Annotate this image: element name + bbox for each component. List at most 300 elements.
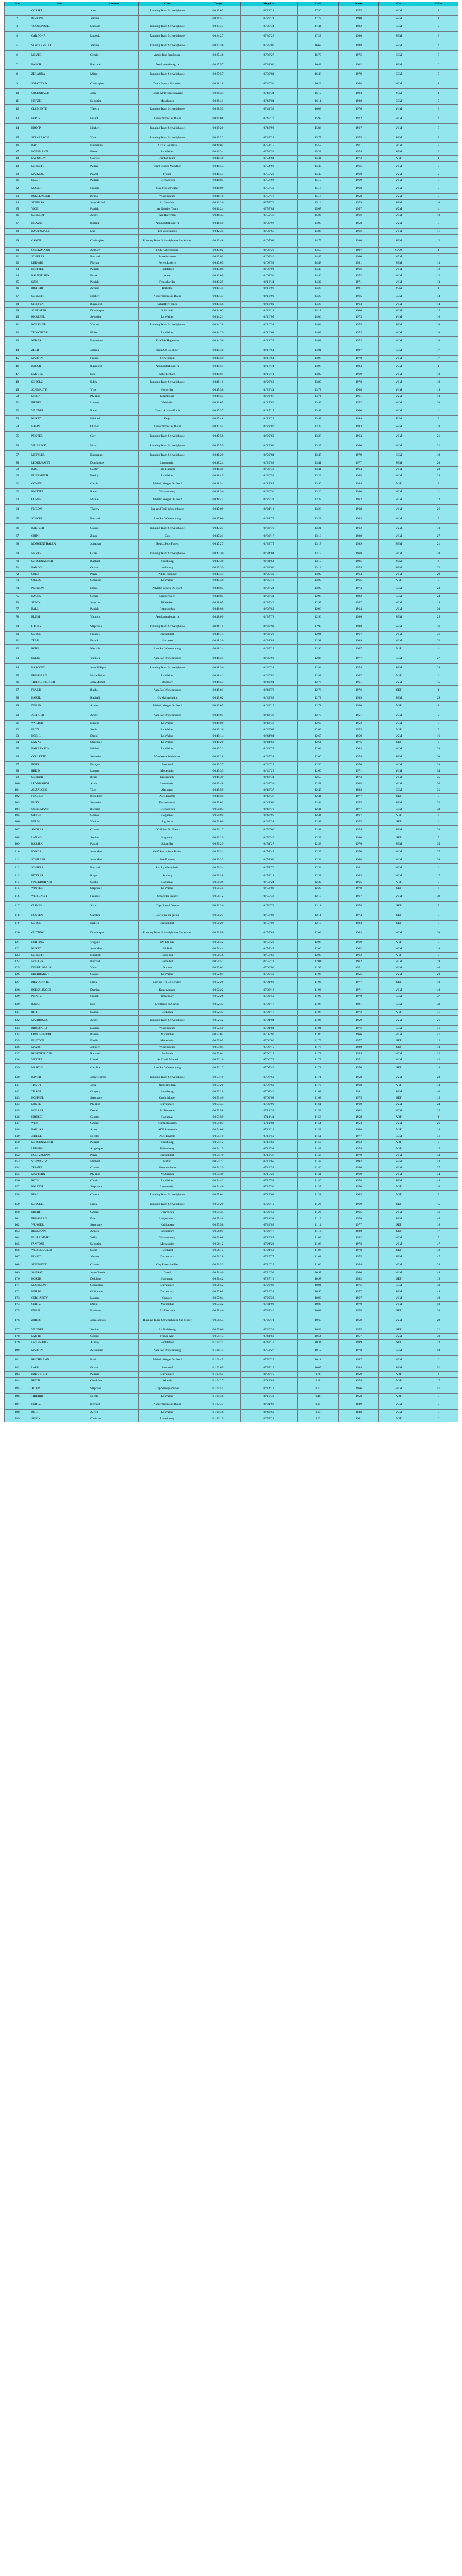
cell-birth-year: 1962 (339, 60, 379, 70)
cell-pace: 04'12"96 (241, 286, 298, 292)
cell-rank: 80 (5, 632, 30, 638)
cell-category: SEM (379, 654, 419, 664)
table-row (5, 565, 458, 572)
cell-rank: 164 (5, 1235, 30, 1241)
cell-birth-year: 1967 (339, 645, 379, 654)
cell-rank: 187 (5, 1400, 30, 1410)
cell-category: V3F (379, 702, 419, 711)
cell-first-name: Patrick (89, 279, 139, 286)
cell-category-rank: 1 (419, 79, 458, 89)
cell-speed: 16.11 (298, 98, 339, 105)
cell-category-rank: 3 (419, 1191, 458, 1200)
cell-first-name: Jean Luc (89, 600, 139, 606)
cell-club: Wissembourg (139, 194, 196, 200)
cell-club: L'officine du gueux (139, 911, 196, 921)
cell-first-name: Sonia (89, 727, 139, 733)
cell-last-name: TREGER (30, 1165, 89, 1172)
table-row (5, 362, 458, 371)
cell-speed: 12.34 (298, 864, 339, 873)
cell-last-name: GOMEZ (30, 495, 89, 505)
cell-last-name: SPECK (30, 1416, 89, 1422)
cell-birth-year: 1982 (339, 22, 379, 32)
cell-rank: 21 (5, 178, 30, 184)
cell-pace: 04'42"78 (241, 686, 298, 695)
table-row (5, 194, 458, 200)
cell-time: 00:47:44 (196, 572, 241, 578)
cell-rank: 56 (5, 441, 30, 451)
cell-club: La Walder (139, 1410, 196, 1416)
cell-birth-year: 1952 (339, 721, 379, 727)
cell-pace: 04'44"04 (241, 733, 298, 740)
cell-speed: 15.77 (298, 133, 339, 143)
cell-first-name: Patricia (89, 1372, 139, 1378)
cell-birth-year: 1974 (339, 826, 379, 835)
cell-rank: 154 (5, 1165, 30, 1172)
cell-last-name: STEPHAN (30, 200, 89, 206)
cell-category: V1M (379, 114, 419, 124)
cell-speed: 13.28 (298, 505, 339, 514)
cell-category: SEM (379, 664, 419, 673)
cell-pace: 05'07"69 (241, 1083, 298, 1089)
cell-time: 00:42:35 (196, 229, 241, 235)
cell-speed: 12.60 (298, 752, 339, 762)
cell-club: Cap Liberté Dessin (139, 902, 196, 911)
cell-category: V1M (379, 533, 419, 540)
cell-first-name: Franck (89, 114, 139, 124)
cell-speed: 12.51 (298, 781, 339, 787)
cell-club: Cog Froeschwiller (139, 184, 196, 194)
cell-pace: 05'00"40 (241, 972, 298, 978)
cell-speed: 12.18 (298, 892, 339, 902)
header-row (5, 2, 458, 6)
cell-pace: 04'59"73 (241, 959, 298, 965)
cell-rank: 165 (5, 1241, 30, 1248)
cell-rank: 35 (5, 279, 30, 286)
cell-rank: 58 (5, 460, 30, 467)
cell-time: 00:47:59 (196, 441, 241, 451)
cell-pace: 03'38"81 (241, 70, 298, 79)
cell-category: SEF (379, 794, 419, 800)
cell-category: SEF (379, 1229, 419, 1235)
cell-category-rank: 29 (419, 572, 458, 578)
cell-speed: 10.05 (298, 1365, 339, 1372)
table-row (5, 762, 458, 768)
cell-first-name: Virginie (89, 940, 139, 946)
cell-birth-year: 1968 (339, 505, 379, 514)
cell-speed: 11.37 (298, 1184, 339, 1191)
cell-first-name: Bertrand (89, 60, 139, 70)
cell-last-name: MARTIN (30, 1346, 89, 1356)
cell-category-rank: 8 (419, 921, 458, 927)
cell-speed: 13.98 (298, 356, 339, 362)
cell-speed: 14.47 (298, 267, 339, 273)
cell-first-name: Zinne (89, 533, 139, 540)
cell-rank: 81 (5, 638, 30, 645)
cell-pace: 06'14"13 (241, 1384, 298, 1394)
cell-rank: 162 (5, 1222, 30, 1229)
cell-rank: 5 (5, 41, 30, 51)
cell-birth-year: 1959 (339, 1016, 379, 1026)
cell-rank: 176 (5, 1314, 30, 1327)
cell-rank: 180 (5, 1346, 30, 1356)
cell-birth-year: 1968 (339, 184, 379, 194)
cell-category-rank: 14 (419, 292, 458, 302)
cell-speed: 13.80 (298, 378, 339, 387)
cell-birth-year: 1967 (339, 124, 379, 133)
table-row (5, 638, 458, 645)
cell-category: V2M (379, 219, 419, 229)
cell-rank: 79 (5, 622, 30, 632)
cell-rank: 61 (5, 479, 30, 489)
cell-rank: 137 (5, 1051, 30, 1057)
cell-birth-year: 1963 (339, 746, 379, 752)
cell-birth-year: 1977 (339, 794, 379, 800)
cell-category: V1M (379, 229, 419, 235)
cell-last-name: GAUER (30, 622, 89, 632)
cell-rank: 173 (5, 1295, 30, 1302)
cell-club: Running Team Schweighouse (139, 32, 196, 41)
cell-first-name: Eric (89, 1216, 139, 1222)
cell-first-name: Jean Michel (89, 679, 139, 686)
cell-speed: 12.34 (298, 857, 339, 864)
cell-first-name: Caroline (89, 1064, 139, 1073)
table-row (5, 806, 458, 813)
cell-club: Asu Rac Wissembourg (139, 514, 196, 524)
cell-category-rank: 17 (419, 873, 458, 879)
cell-category-rank: 20 (419, 972, 458, 978)
cell-speed: 13.42 (298, 416, 339, 422)
cell-rank: 51 (5, 400, 30, 406)
cell-last-name: SALOMON (30, 156, 89, 162)
cell-birth-year: 1978 (339, 1178, 379, 1184)
cell-pace: 03'27"21 (241, 16, 298, 22)
cell-last-name: ZERR (30, 346, 89, 356)
cell-rank: 52 (5, 406, 30, 416)
cell-pace: 03'42"34 (241, 89, 298, 98)
cell-speed: 10.90 (298, 1289, 339, 1295)
cell-birth-year: 1972 (339, 273, 379, 279)
cell-pace: 03'30"28 (241, 32, 298, 41)
cell-club: Reichshoffen (139, 178, 196, 184)
cell-speed: 12.38 (298, 841, 339, 848)
cell-last-name: EGLIN (30, 654, 89, 664)
cell-club: Bretschdorf (139, 632, 196, 638)
cell-birth-year: 1971 (339, 768, 379, 775)
cell-first-name: Franck (89, 994, 139, 1000)
cell-last-name: RISCHMANN (30, 1356, 89, 1365)
cell-first-name: Christophe (89, 235, 139, 248)
cell-speed: 13.18 (298, 533, 339, 540)
cell-time: 00:47:39 (196, 565, 241, 572)
cell-category: V3M (379, 711, 419, 721)
cell-birth-year: 1993 (339, 89, 379, 98)
cell-time: 00:48:03 (196, 584, 241, 594)
cell-speed: 12.84 (298, 664, 339, 673)
cell-rank: 146 (5, 1114, 30, 1121)
cell-birth-year: 1966 (339, 1384, 379, 1394)
cell-birth-year: 1968 (339, 387, 379, 394)
cell-speed: 13.39 (298, 422, 339, 432)
cell-category: V1M (379, 184, 419, 194)
cell-club: Moschbach (139, 98, 196, 105)
cell-last-name: SCHOENACKER (30, 1140, 89, 1146)
cell-time: 00:43:09 (196, 273, 241, 279)
cell-speed: 14.46 (298, 273, 339, 279)
cell-last-name: HORTH (30, 1276, 89, 1283)
cell-last-name: WISS (30, 1121, 89, 1127)
cell-last-name: ANZALONE (30, 787, 89, 794)
cell-time: 00:47:37 (196, 406, 241, 416)
cell-last-name: SOBOTTKA (30, 79, 89, 89)
table-row (5, 972, 458, 978)
table-row (5, 1133, 458, 1140)
cell-time: 00:41:16 (196, 194, 241, 200)
cell-first-name: Hubert (89, 330, 139, 337)
cell-category-rank: 2 (419, 22, 458, 32)
cell-rank: 105 (5, 813, 30, 819)
cell-birth-year: 1976 (339, 1216, 379, 1222)
table-row (5, 1102, 458, 1108)
cell-birth-year: 1965 (339, 162, 379, 171)
cell-first-name: Claude (89, 826, 139, 835)
cell-category-rank: 23 (419, 467, 458, 473)
cell-category: SEM (379, 1254, 419, 1260)
cell-club: La Walder (139, 727, 196, 733)
table-row (5, 886, 458, 892)
cell-time: 00:48:36 (196, 489, 241, 495)
cell-birth-year: 1960 (339, 406, 379, 416)
cell-last-name: BRACONNIER (30, 978, 89, 987)
cell-time: 00:50:39 (196, 879, 241, 886)
cell-club: Oberhoffen (139, 1210, 196, 1216)
cell-rank: 83 (5, 654, 30, 664)
cell-club: Eschbach (139, 1051, 196, 1057)
table-row (5, 1235, 458, 1241)
cell-time: 00:47:30 (196, 549, 241, 559)
cell-first-name: Raphaël (89, 559, 139, 565)
cell-last-name: SPECK (30, 394, 89, 400)
cell-club: Running Team Schweighouse (139, 133, 196, 143)
cell-first-name: Patricia (89, 1140, 139, 1146)
cell-category-rank: 10 (419, 200, 458, 206)
cell-time: 00:55:48 (196, 1216, 241, 1222)
cell-speed: 12.71 (298, 702, 339, 711)
table-row (5, 124, 458, 133)
cell-first-name: Andre (89, 1016, 139, 1026)
cell-birth-year: 1991 (339, 1089, 379, 1095)
cell-first-name: Alexandre (89, 1346, 139, 1356)
cell-rank: 147 (5, 1121, 30, 1127)
cell-time: 00:48:05 (196, 600, 241, 606)
table-row (5, 733, 458, 740)
cell-speed: 11.40 (298, 1178, 339, 1184)
cell-pace: 03'55"28 (241, 171, 298, 178)
cell-club: Walbourg (139, 565, 196, 572)
cell-first-name: Emmanuel (89, 451, 139, 460)
cell-rank: 168 (5, 1260, 30, 1270)
cell-time: 00:53:02 (196, 1032, 241, 1038)
cell-birth-year: 1975 (339, 800, 379, 806)
cell-last-name: LOGEL (30, 1102, 89, 1108)
cell-club: La Walder (139, 673, 196, 679)
table-row (5, 1172, 458, 1178)
table-row (5, 1378, 458, 1384)
cell-last-name: TRONTIZER (30, 330, 89, 337)
cell-speed: 10.19 (298, 1346, 339, 1356)
cell-speed: 12.47 (298, 787, 339, 794)
cell-first-name: Yannick (89, 654, 139, 664)
cell-time: 00:47:00 (196, 505, 241, 514)
table-row (5, 387, 458, 394)
cell-pace: 05'39"71 (241, 1314, 298, 1327)
cell-first-name: Angelique (89, 1146, 139, 1153)
table-row (5, 149, 458, 156)
cell-pace: 04'59"88 (241, 927, 298, 940)
table-row (5, 451, 458, 460)
cell-birth-year: 1982 (339, 787, 379, 794)
results-table (4, 2, 458, 1422)
cell-pace: 05'20"10 (241, 1200, 298, 1210)
cell-category: V1M (379, 1032, 419, 1038)
table-row (5, 6, 458, 16)
cell-category-rank: 19 (419, 387, 458, 394)
cell-pace: 03'38"27 (241, 51, 298, 60)
cell-pace: 04'37"40 (241, 600, 298, 606)
cell-club: Niedermodern (139, 1083, 196, 1089)
cell-category: SEM (379, 622, 419, 632)
cell-category: V2M (379, 972, 419, 978)
cell-pace: 04'37"31 (241, 594, 298, 600)
table-row (5, 16, 458, 22)
cell-rank: 53 (5, 416, 30, 422)
cell-pace: 03'43"04 (241, 98, 298, 105)
cell-category-rank: 48 (419, 1283, 458, 1289)
cell-last-name: BALL (30, 606, 89, 613)
table-row (5, 133, 458, 143)
cell-pace: 05'06"06 (241, 1038, 298, 1045)
cell-club: Running Team Schweighouse (139, 524, 196, 533)
cell-birth-year: 1950 (339, 702, 379, 711)
cell-rank: 142 (5, 1089, 30, 1095)
table-row (5, 460, 458, 467)
cell-birth-year: 1975 (339, 6, 379, 16)
cell-rank: 8 (5, 70, 30, 79)
cell-last-name: SCHMITT (30, 953, 89, 959)
table-row (5, 441, 458, 451)
cell-category-rank: 11 (419, 406, 458, 416)
cell-birth-year: 1990 (339, 16, 379, 22)
cell-speed: 11.71 (298, 1073, 339, 1083)
cell-pace: 05'26"92 (241, 1270, 298, 1276)
cell-first-name: Rachel (89, 686, 139, 695)
cell-category-rank: 15 (419, 1200, 458, 1210)
cell-category-rank: 35 (419, 775, 458, 781)
cell-pace: 03'57"76 (241, 194, 298, 200)
cell-rank: 120 (5, 927, 30, 940)
cell-birth-year: 1956 (339, 1165, 379, 1172)
cell-first-name: Nadia (89, 978, 139, 987)
cell-rank: 54 (5, 422, 30, 432)
cell-rank: 131 (5, 1010, 30, 1016)
cell-pace: 05'04"04 (241, 1016, 298, 1026)
cell-birth-year: 1951 (339, 864, 379, 873)
cell-pace: 03'54"81 (241, 156, 298, 162)
table-row (5, 746, 458, 752)
cell-category-rank: 2 (419, 711, 458, 721)
cell-category: SEM (379, 994, 419, 1000)
cell-pace: 04'43"65 (241, 727, 298, 733)
cell-time: 00:54:10 (196, 1133, 241, 1140)
cell-speed: 14.01 (298, 346, 339, 356)
cell-rank: 166 (5, 1248, 30, 1254)
cell-first-name: Dominique (89, 460, 139, 467)
cell-category: SEM (379, 41, 419, 51)
cell-pace: 05'29"23 (241, 1295, 298, 1302)
cell-time: 00:42:48 (196, 235, 241, 248)
cell-first-name: Bernard (89, 959, 139, 965)
cell-first-name: Christophe (89, 1283, 139, 1289)
cell-last-name: BAYER (30, 1073, 89, 1083)
cell-category-rank: 3 (419, 105, 458, 114)
cell-first-name: Claude (89, 1165, 139, 1172)
table-row (5, 768, 458, 775)
cell-pace: 03'51"15 (241, 143, 298, 149)
cell-pace: 05'29"33 (241, 1289, 298, 1295)
cell-speed: 17.22 (298, 32, 339, 41)
cell-pace: 03'44"32 (241, 105, 298, 114)
cell-category: V3M (379, 1410, 419, 1416)
cell-pace: 05'15"29 (241, 1172, 298, 1178)
cell-pace: 04'30"59 (241, 473, 298, 479)
cell-pace: 05'11"35 (241, 1108, 298, 1114)
cell-first-name: Daniel (89, 1108, 139, 1114)
table-row (5, 356, 458, 362)
cell-last-name: HOLTZMANN (30, 1153, 89, 1159)
cell-first-name: Bernard (89, 864, 139, 873)
cell-club: Asu Lauterbourg ra (139, 219, 196, 229)
cell-last-name: OLIVES (30, 902, 89, 911)
cell-speed: 8.63 (298, 1416, 339, 1422)
cell-time: 00:56:40 (196, 1270, 241, 1276)
cell-category: V1M (379, 606, 419, 613)
cell-category: V1M (379, 441, 419, 451)
cell-speed: 14.25 (298, 292, 339, 302)
cell-category-rank: 15 (419, 308, 458, 314)
cell-birth-year: 1984 (339, 362, 379, 371)
cell-time: 00:54:19 (196, 1153, 241, 1159)
cell-first-name: Nicole (89, 1394, 139, 1400)
cell-club: Mietesheim (139, 1038, 196, 1045)
cell-time: 00:53:20 (196, 1083, 241, 1089)
cell-last-name: MARTIN (30, 1064, 89, 1073)
cell-pace: 04'57"02 (241, 921, 298, 927)
cell-rank: 133 (5, 1026, 30, 1032)
cell-time: 00:48:36 (196, 664, 241, 673)
cell-category: SEF (379, 686, 419, 695)
cell-club: La Walder (139, 746, 196, 752)
table-row (5, 286, 458, 292)
cell-category: V1F (379, 645, 419, 654)
cell-category-rank: 22 (419, 1340, 458, 1346)
cell-club: Lampertsloch (139, 594, 196, 600)
cell-category: SEM (379, 321, 419, 330)
cell-birth-year: 1977 (339, 460, 379, 467)
table-row (5, 1248, 458, 1254)
cell-birth-year: 1974 (339, 565, 379, 572)
cell-first-name: Delphine (89, 1276, 139, 1283)
cell-birth-year: 1970 (339, 1153, 379, 1159)
cell-time: 00:54:29 (196, 1165, 241, 1172)
